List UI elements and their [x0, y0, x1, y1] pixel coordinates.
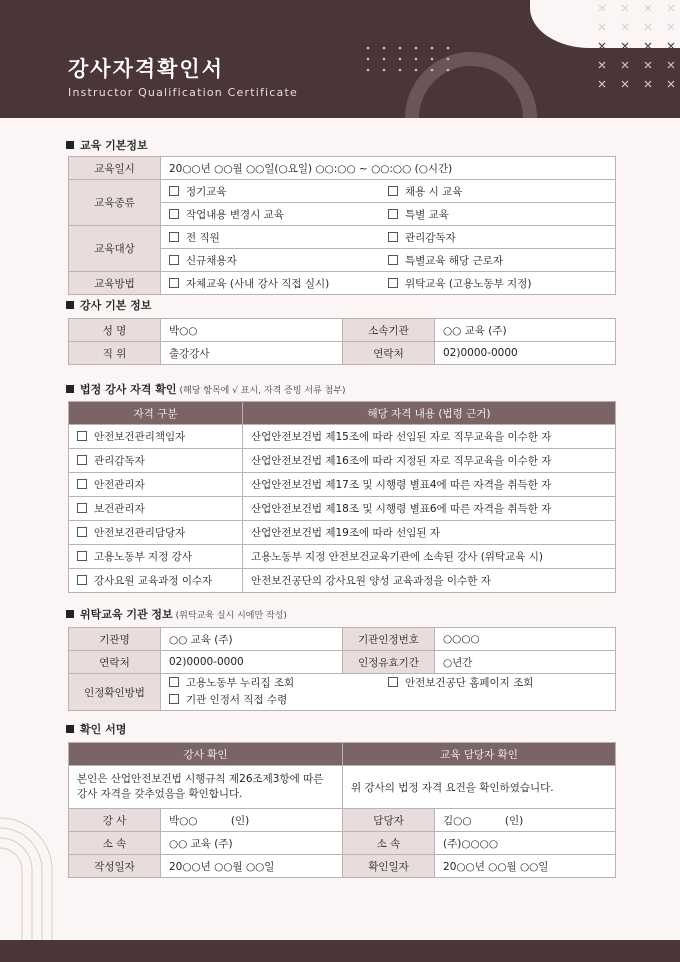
- label-cell: 인정유효기간: [343, 651, 435, 674]
- qualification-table: [68, 401, 616, 593]
- label-cell: 교육일시: [69, 157, 161, 180]
- table-row: [69, 449, 616, 473]
- label-cell: 작성일자: [69, 855, 161, 878]
- column-header: 강사 확인: [69, 743, 343, 766]
- section-square-icon: [66, 725, 74, 733]
- checkbox-icon[interactable]: [77, 479, 87, 489]
- qualification-content: 산업안전보건법 제17조 및 시행령 별표4에 따른 자격을 취득한 자: [243, 473, 616, 497]
- table-row: [69, 425, 616, 449]
- checkbox-icon[interactable]: [169, 232, 179, 242]
- checkbox-icon[interactable]: [77, 503, 87, 513]
- checkbox-icon[interactable]: [388, 278, 398, 288]
- agency-period-value[interactable]: ○년간: [435, 651, 616, 674]
- section-square-icon: [66, 301, 74, 309]
- checkbox-option[interactable]: 채용 시 교육: [388, 184, 607, 199]
- table-row: [69, 521, 616, 545]
- checkbox-icon[interactable]: [388, 186, 398, 196]
- table-header-row: [69, 402, 616, 425]
- checkbox-icon[interactable]: [388, 677, 398, 687]
- instructor-contact-value[interactable]: 02)0000-0000: [435, 342, 616, 365]
- manager-org-value[interactable]: (주)○○○○: [435, 832, 616, 855]
- checkbox-icon[interactable]: [77, 527, 87, 537]
- label-cell: 교육대상: [69, 226, 161, 272]
- checkbox-option[interactable]: 특별 교육: [388, 207, 607, 222]
- label-cell: 직 위: [69, 342, 161, 365]
- checkbox-icon[interactable]: [77, 431, 87, 441]
- checkbox-icon[interactable]: [169, 694, 179, 704]
- table-row: [69, 226, 616, 249]
- label-cell: 소 속: [69, 832, 161, 855]
- checkbox-option[interactable]: 전 직원: [169, 230, 388, 245]
- section-note: (위탁교육 실시 시에만 작성): [175, 611, 287, 621]
- label-cell: 확인일자: [343, 855, 435, 878]
- checkbox-option[interactable]: 안전보건공단 홈페이지 조회: [388, 675, 607, 692]
- checkbox-option[interactable]: 안전보건관리담당자: [69, 521, 243, 545]
- education-date-value: 20○○년 ○○월 ○○일(○요일) ○○:○○ ~ ○○:○○ (○시간): [161, 157, 616, 180]
- label-cell: 소 속: [343, 832, 435, 855]
- label-cell: 교육종류: [69, 180, 161, 226]
- qualification-content: 산업안전보건법 제18조 및 시행령 별표6에 따른 자격을 취득한 자: [243, 497, 616, 521]
- table-row: [69, 628, 616, 651]
- page-subtitle: Instructor Qualification Certificate: [68, 86, 298, 99]
- checkbox-icon[interactable]: [77, 551, 87, 561]
- table-row: [69, 855, 616, 878]
- checkbox-option[interactable]: 특별교육 해당 근로자: [388, 253, 607, 268]
- qualification-content: 고용노동부 지정 안전보건교육기관에 소속된 강사 (위탁교육 시): [243, 545, 616, 569]
- agency-table: [68, 627, 616, 711]
- table-header-row: [69, 743, 616, 766]
- table-row: [69, 651, 616, 674]
- column-header: 해당 자격 내용 (법령 근거): [243, 402, 616, 425]
- checkbox-option[interactable]: 기관 인정서 직접 수령: [169, 692, 607, 709]
- column-header: 교육 담당자 확인: [343, 743, 616, 766]
- footer-bar: [0, 940, 680, 962]
- checkbox-option[interactable]: 고용노동부 누리집 조회: [169, 675, 388, 692]
- section-square-icon: [66, 385, 74, 393]
- section-title-instructor: 강사 기본 정보: [66, 297, 151, 313]
- checkbox-option[interactable]: 안전보건관리책임자: [69, 425, 243, 449]
- instructor-table: [68, 318, 616, 365]
- checkbox-option[interactable]: 강사요원 교육과정 이수자: [69, 569, 243, 593]
- section-title-agency: 위탁교육 기관 정보 (위탁교육 실시 시에만 작성): [66, 606, 287, 622]
- instructor-name-value[interactable]: 박○○: [161, 319, 343, 342]
- agency-contact-value[interactable]: 02)0000-0000: [161, 651, 343, 674]
- signature-table: [68, 742, 616, 878]
- qualification-content: 산업안전보건법 제15조에 따라 선임된 자로 직무교육을 이수한 자: [243, 425, 616, 449]
- section-title-qualification: 법정 강사 자격 확인 (해당 항목에 √ 표시, 자격 증빙 서류 첨부): [66, 381, 346, 397]
- instructor-signature-value[interactable]: 박○○ (인): [161, 809, 343, 832]
- checkbox-icon[interactable]: [388, 255, 398, 265]
- table-row: [69, 157, 616, 180]
- checkbox-icon[interactable]: [169, 186, 179, 196]
- checkbox-icon[interactable]: [388, 232, 398, 242]
- agency-name-value[interactable]: ○○ 교육 (주): [161, 628, 343, 651]
- checkbox-option[interactable]: 보건관리자: [69, 497, 243, 521]
- checkbox-icon[interactable]: [77, 575, 87, 585]
- section-title-signature: 확인 서명: [66, 721, 126, 737]
- column-header: 자격 구분: [69, 402, 243, 425]
- instructor-org-value[interactable]: ○○ 교육 (주): [435, 319, 616, 342]
- table-row: [69, 473, 616, 497]
- table-row: [69, 319, 616, 342]
- label-cell: 소속기관: [343, 319, 435, 342]
- agency-cert-value[interactable]: ○○○○: [435, 628, 616, 651]
- page-title: 강사자격확인서: [68, 57, 225, 81]
- instructor-org-value[interactable]: ○○ 교육 (주): [161, 832, 343, 855]
- label-cell: 교육방법: [69, 272, 161, 295]
- label-cell: 기관명: [69, 628, 161, 651]
- section-square-icon: [66, 141, 74, 149]
- table-row: [69, 674, 616, 711]
- qualification-content: 안전보건공단의 강사요원 양성 교육과정을 이수한 자: [243, 569, 616, 593]
- checkbox-icon[interactable]: [169, 278, 179, 288]
- label-cell: 담당자: [343, 809, 435, 832]
- table-row: [69, 809, 616, 832]
- manager-signature-value[interactable]: 김○○ (인): [435, 809, 616, 832]
- checkbox-option[interactable]: 안전관리자: [69, 473, 243, 497]
- manager-statement: 위 강사의 법정 자격 요건을 확인하였습니다.: [343, 766, 616, 809]
- table-row: [69, 832, 616, 855]
- education-table: [68, 156, 616, 295]
- table-row: [69, 272, 616, 295]
- instructor-statement: 본인은 산업안전보건법 시행규칙 제26조제3항에 따른 강사 자격을 갖추었음을 확인합니다.: [69, 766, 343, 809]
- checkbox-option[interactable]: 정기교육: [169, 184, 388, 199]
- qualification-content: 산업안전보건법 제19조에 따라 선임된 자: [243, 521, 616, 545]
- section-title-education: 교육 기본정보: [66, 137, 148, 153]
- label-cell: 성 명: [69, 319, 161, 342]
- written-date-value[interactable]: 20○○년 ○○월 ○○일: [161, 855, 343, 878]
- label-cell: 기관인정번호: [343, 628, 435, 651]
- table-row: [69, 180, 616, 203]
- table-row: [69, 497, 616, 521]
- checkbox-icon[interactable]: [388, 209, 398, 219]
- checkbox-option[interactable]: 고용노동부 지정 강사: [69, 545, 243, 569]
- checkbox-option[interactable]: 신규채용자: [169, 253, 388, 268]
- checkbox-option[interactable]: 위탁교육 (고용노동부 지정): [388, 276, 607, 291]
- checkbox-option[interactable]: 관리감독자: [388, 230, 607, 245]
- section-note: (해당 항목에 √ 표시, 자격 증빙 서류 첨부): [179, 386, 346, 396]
- section-square-icon: [66, 610, 74, 618]
- qualification-content: 산업안전보건법 제16조에 따라 지정된 자로 직무교육을 이수한 자: [243, 449, 616, 473]
- table-row: [69, 569, 616, 593]
- table-row: [69, 766, 616, 809]
- page-header: [0, 0, 680, 118]
- checkbox-icon[interactable]: [169, 209, 179, 219]
- checkbox-icon[interactable]: [169, 255, 179, 265]
- checkbox-option[interactable]: 작업내용 변경시 교육: [169, 207, 388, 222]
- checkbox-option[interactable]: 관리감독자: [69, 449, 243, 473]
- checkbox-icon[interactable]: [169, 677, 179, 687]
- checkbox-option[interactable]: 자체교육 (사내 강사 직접 실시): [169, 276, 388, 291]
- instructor-position-value[interactable]: 출강강사: [161, 342, 343, 365]
- confirm-date-value[interactable]: 20○○년 ○○월 ○○일: [435, 855, 616, 878]
- label-cell: 강 사: [69, 809, 161, 832]
- table-row: [69, 545, 616, 569]
- checkbox-icon[interactable]: [77, 455, 87, 465]
- label-cell: 연락처: [343, 342, 435, 365]
- label-cell: 인정확인방법: [69, 674, 161, 711]
- table-row: [69, 342, 616, 365]
- label-cell: 연락처: [69, 651, 161, 674]
